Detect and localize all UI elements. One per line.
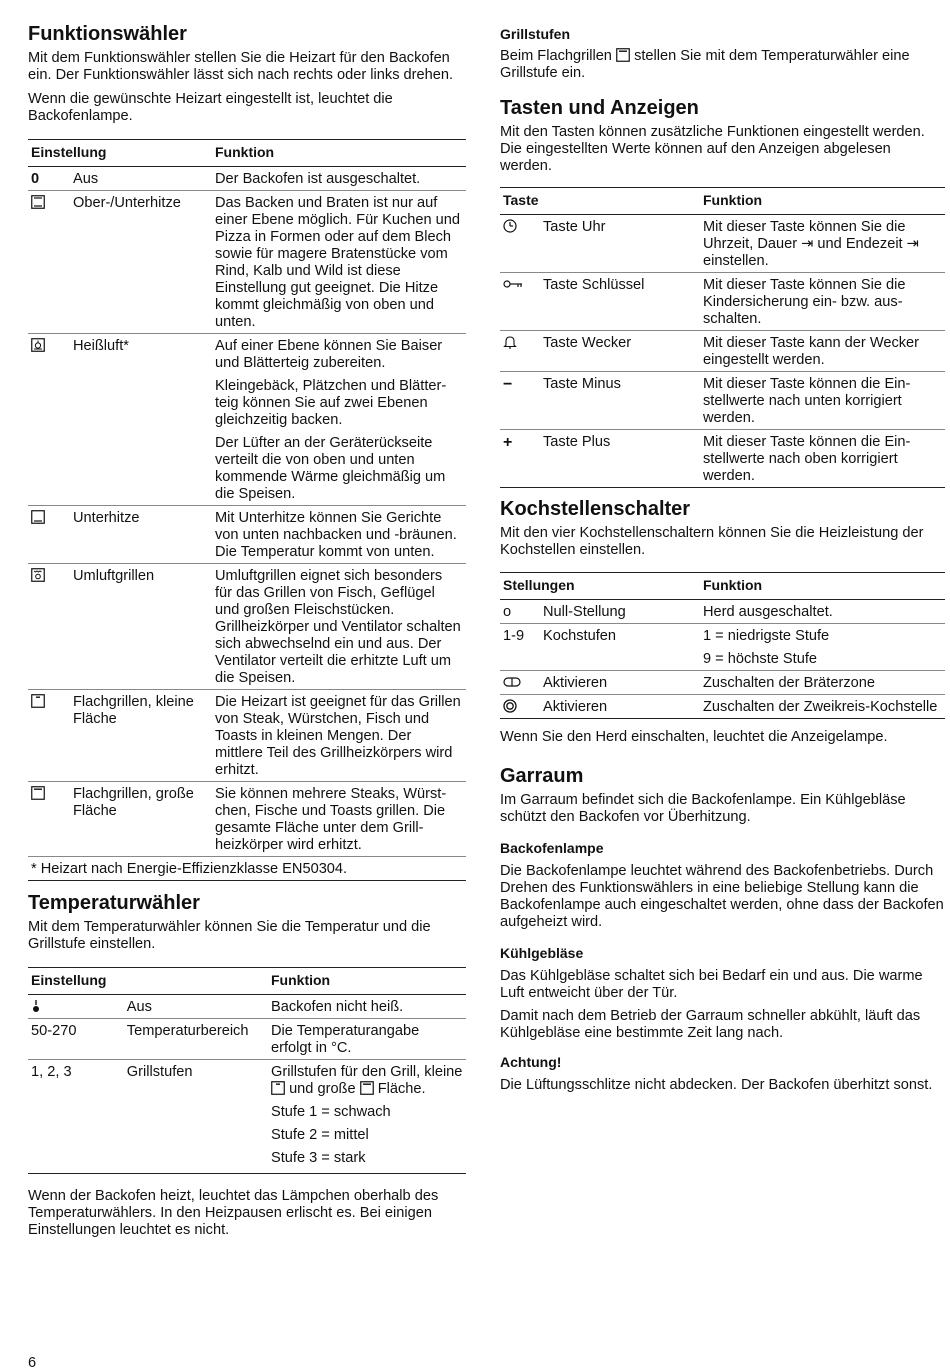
footnote: * Heizart nach Energie-Effizienzklasse EN50304. xyxy=(28,857,466,881)
paragraph: Das Kühlgebläse schaltet sich bei Bedarf ein und aus. Die warme Luft entweicht über der Tür. xyxy=(500,968,923,1001)
function-text: Mit Unterhitze können Sie Gerichte von unten nachbacken und -bräunen. Die Temperatur kommt von unten. xyxy=(212,506,466,564)
table-row xyxy=(28,1060,466,1174)
function-text: Mit dieser Taste können die Einstellwerte nach unten korrigiert werden. xyxy=(700,372,945,430)
subheading-kuehlgeblaese: Kühlgebläse xyxy=(500,945,584,961)
symbol-zero: 0 xyxy=(28,167,70,191)
ober-unterhitze-icon xyxy=(28,191,70,334)
flachgrillen-klein-icon xyxy=(271,1081,285,1095)
table-row xyxy=(500,695,945,719)
table-header: Einstellung xyxy=(28,140,212,167)
range-symbol: 1-9 xyxy=(500,624,540,671)
function-paragraph: Stufe 1 = schwach xyxy=(271,1104,391,1120)
table-row xyxy=(28,782,466,857)
key-name: Taste Minus xyxy=(540,372,700,430)
flachgrillen-gross-icon xyxy=(360,1081,374,1095)
unterhitze-icon xyxy=(28,506,70,564)
text-fragment: Fläche. xyxy=(377,1081,426,1097)
paragraph: Damit nach dem Betrieb der Garraum schneller abkühlt, läuft das Kühlgebläse eine bestimmte Zeit lang nach. xyxy=(500,1008,921,1041)
paragraph xyxy=(500,48,945,82)
function-paragraph: 1 = niedrigste Stufe xyxy=(703,628,830,644)
paragraph: Mit den Tasten können zusätzliche Funktionen eingestellt werden. Die eingestellten Werte können auf den Anzeigen abgelesen werden. xyxy=(500,124,925,174)
table-row xyxy=(28,191,466,334)
umluftgrillen-icon xyxy=(28,564,70,690)
table-row xyxy=(500,215,945,273)
key-name: Taste Uhr xyxy=(540,215,700,273)
flachgrillen-icon xyxy=(616,48,630,62)
text-fragment: stellen Sie mit dem Temperaturwähler eine Grillstufe ein. xyxy=(500,48,910,81)
key-name: Taste Schlüssel xyxy=(540,273,700,331)
paragraph: Wenn der Backofen heizt, leuchtet das Lämpchen oberhalb des Temperaturwählers. In den Heizpausen erlischt es. Bei einigen Einstellungen leuchtet es nicht. xyxy=(28,1188,439,1238)
table-row xyxy=(28,690,466,782)
setting-name: Temperaturbereich xyxy=(124,1019,268,1060)
table-header: Funktion xyxy=(700,188,945,215)
table-header: Funktion xyxy=(268,968,466,995)
setting-name: Ober-/Unterhitze xyxy=(70,191,212,334)
function-text: Zuschalten der Bräterzone xyxy=(700,671,945,695)
table-row xyxy=(28,506,466,564)
section-title-kochstellen: Kochstellenschalter xyxy=(500,498,691,520)
setting-name: Flachgrillen, kleine Fläche xyxy=(70,690,212,782)
funktionswaehler-table xyxy=(28,139,466,881)
temperaturwaehler-table xyxy=(28,967,466,1174)
position-name: Aktivieren xyxy=(540,671,700,695)
function-text: Mit dieser Taste können die Einstellwerte nach oben korrigiert werden. xyxy=(700,430,945,488)
paragraph: Mit dem Temperaturwähler können Sie die Temperatur und die Grillstufe einstellen. xyxy=(28,919,431,952)
function-text xyxy=(700,624,945,671)
null-symbol: o xyxy=(500,600,540,624)
key-name: Taste Wecker xyxy=(540,331,700,372)
paragraph: Im Garraum befindet sich die Backofenlampe. Ein Kühlgebläse schützt den Backofen vor Überhitzung. xyxy=(500,792,906,825)
table-row xyxy=(28,995,466,1019)
paragraph: Die Backofenlampe leuchtet während des Backofenbetriebs. Durch Drehen des Funktionswählers in eine beliebige Stellung kann die Backofenlampe auch eingeschaltet werden, ohne dass der Backofen aufgeheizt wird. xyxy=(500,863,944,930)
subheading-grillstufen: Grillstufen xyxy=(500,26,571,42)
function-text: Das Backen und Braten ist nur auf einer Ebene möglich. Für Kuchen und Pizza in Formen oder auf dem Blech sowie für magere Bratenstücke vom Rind, Kalb und Wild ist diese Einstellung gut geeignet. Die Hitze kommt gleichmäßig von oben und unten. xyxy=(212,191,466,334)
table-header: Einstellung xyxy=(28,968,268,995)
clock-icon xyxy=(500,215,540,273)
table-row xyxy=(500,430,945,488)
bell-icon xyxy=(500,331,540,372)
table-row xyxy=(28,334,466,506)
function-text xyxy=(212,334,466,506)
setting-name: Unterhitze xyxy=(70,506,212,564)
section-title-tasten: Tasten und Anzeigen xyxy=(500,97,699,119)
subheading-backofenlampe: Backofenlampe xyxy=(500,840,604,856)
function-text: Die Temperaturangabe erfolgt in °C. xyxy=(268,1019,466,1060)
off-dot-icon xyxy=(28,995,124,1019)
key-icon xyxy=(500,273,540,331)
table-row xyxy=(500,372,945,430)
position-name: Null-Stellung xyxy=(540,600,700,624)
left-column xyxy=(28,22,466,1245)
setting-code: 50-270 xyxy=(28,1019,124,1060)
function-paragraph: Kleingebäck, Plätzchen und Blätterteig können Sie auf zwei Ebenen gleichzeitig backen. xyxy=(215,378,447,428)
setting-code: 1, 2, 3 xyxy=(28,1060,124,1174)
function-text: Sie können mehrere Steaks, Würstchen, Fische und Toasts grillen. Die gesamte Fläche unter dem Grillheizkörper wird erhitzt. xyxy=(212,782,466,857)
zweikreis-icon xyxy=(500,695,540,719)
section-title-funktionswaehler: Funktionswähler xyxy=(28,23,187,45)
setting-name: Heißluft* xyxy=(70,334,212,506)
table-row xyxy=(500,600,945,624)
setting-name: Umluftgrillen xyxy=(70,564,212,690)
section-title-garraum: Garraum xyxy=(500,765,584,787)
kochstellen-table xyxy=(500,572,945,719)
table-row xyxy=(500,273,945,331)
table-header: Funktion xyxy=(700,573,945,600)
setting-name: Flachgrillen, große Fläche xyxy=(70,782,212,857)
flachgrillen-gross-icon xyxy=(28,782,70,857)
function-paragraph xyxy=(271,1064,463,1098)
function-paragraph: Auf einer Ebene können Sie Baiser und Blätterteig zubereiten. xyxy=(215,338,443,371)
page-number: 6 xyxy=(28,1355,37,1370)
right-column xyxy=(500,26,945,1100)
function-paragraph: 9 = höchste Stufe xyxy=(703,651,817,667)
setting-name: Aus xyxy=(124,995,268,1019)
heissluft-icon xyxy=(28,334,70,506)
function-paragraph: Stufe 2 = mittel xyxy=(271,1127,369,1143)
setting-name: Aus xyxy=(70,167,212,191)
function-text: Der Backofen ist ausgeschaltet. xyxy=(212,167,466,191)
function-text xyxy=(268,1060,466,1174)
paragraph: Wenn die gewünschte Heizart eingestellt ist, leuchtet die Backofenlampe. xyxy=(28,91,393,124)
text-fragment: Beim Flachgrillen xyxy=(500,48,612,64)
function-text: Die Heizart ist geeignet für das Grillen von Steak, Würstchen, Fisch und Toasts in kleinen Mengen. Der mittlere Teil des Grillheizkörpers wird erhitzt. xyxy=(212,690,466,782)
key-name: Taste Plus xyxy=(540,430,700,488)
function-text: Mit dieser Taste können Sie die Kindersicherung ein- bzw. ausschalten. xyxy=(700,273,945,331)
function-text: Zuschalten der Zweikreis-Kochstelle xyxy=(700,695,945,719)
function-text: Backofen nicht heiß. xyxy=(268,995,466,1019)
function-text: Mit dieser Taste kann der Wecker eingestellt werden. xyxy=(700,331,945,372)
table-header: Funktion xyxy=(212,140,466,167)
table-row xyxy=(28,564,466,690)
table-row xyxy=(28,167,466,191)
position-name: Kochstufen xyxy=(540,624,700,671)
function-paragraph: Stufe 3 = stark xyxy=(271,1150,366,1166)
paragraph: Wenn Sie den Herd einschalten, leuchtet die Anzeigelampe. xyxy=(500,729,888,745)
text-fragment: und große xyxy=(289,1081,356,1097)
table-header: Stellungen xyxy=(500,573,700,600)
text-fragment: Grillstufen für den Grill, kleine xyxy=(271,1064,463,1080)
subheading-achtung: Achtung! xyxy=(500,1054,562,1070)
paragraph: Mit den vier Kochstellenschaltern können Sie die Heizleistung der Kochstellen einstellen. xyxy=(500,525,924,558)
position-name: Aktivieren xyxy=(540,695,700,719)
tasten-table xyxy=(500,187,945,488)
function-text: Mit dieser Taste können Sie die Uhrzeit, Dauer ⇥ und Endezeit ⇥ einstellen. xyxy=(700,215,945,273)
table-row xyxy=(500,624,945,671)
table-row xyxy=(500,331,945,372)
plus-icon: + xyxy=(500,430,540,488)
function-paragraph: Der Lüfter an der Geräterückseite verteilt die von oben und unten kommende Wärme gleichmäßig um die Speisen. xyxy=(215,435,446,502)
paragraph: Mit dem Funktionswähler stellen Sie die Heizart für den Backofen ein. Der Funktionswähler lässt sich nach rechts oder links drehen. xyxy=(28,50,454,83)
paragraph: Die Lüftungsschlitze nicht abdecken. Der Backofen überhitzt sonst. xyxy=(500,1077,933,1093)
table-row xyxy=(28,1019,466,1060)
minus-icon: − xyxy=(500,372,540,430)
table-header: Taste xyxy=(500,188,700,215)
braeterzone-icon xyxy=(500,671,540,695)
table-row xyxy=(500,671,945,695)
table-footnote-row xyxy=(28,857,466,881)
function-text: Umluftgrillen eignet sich besonders für das Grillen von Fisch, Geflügel und großen Fleischstücken. Grillheizkörper und Ventilator schalten sich abwechselnd ein und aus. Der Ventilator verteilt die erhitzte Luft um die Speisen. xyxy=(212,564,466,690)
function-text: Herd ausgeschaltet. xyxy=(700,600,945,624)
section-title-temperaturwaehler: Temperaturwähler xyxy=(28,892,200,914)
setting-name: Grillstufen xyxy=(124,1060,268,1174)
flachgrillen-klein-icon xyxy=(28,690,70,782)
